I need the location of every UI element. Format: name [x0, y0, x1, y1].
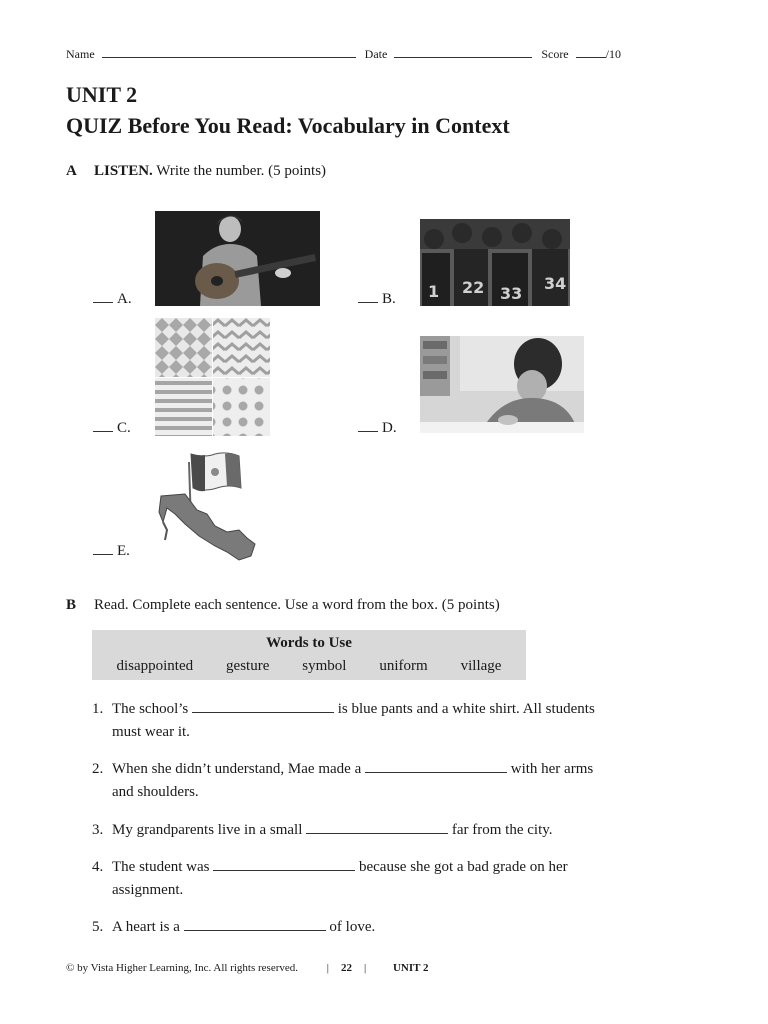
- option-c-label: C.: [117, 420, 131, 436]
- question-text-before: The student was: [112, 859, 210, 875]
- question-text-before: The school’s: [112, 701, 189, 717]
- section-a-instruction: Write the number. (5 points): [156, 163, 327, 179]
- question-number: 1.: [92, 701, 104, 717]
- section-a-letter: A: [66, 163, 77, 179]
- svg-text:1: 1: [428, 282, 440, 301]
- section-b-letter: B: [66, 597, 77, 613]
- section-a-heading: [66, 163, 326, 180]
- date-blank[interactable]: [394, 47, 532, 58]
- option-e-label: E.: [117, 543, 130, 559]
- option-e: [93, 543, 130, 560]
- date-label: Date: [364, 47, 388, 61]
- question-text-after: because she got a bad grade on her: [358, 859, 568, 875]
- answer-blank-c[interactable]: [93, 431, 113, 432]
- answer-blank-d[interactable]: [358, 431, 378, 432]
- answer-blank-1[interactable]: [192, 702, 334, 713]
- question-text-before: When she didn’t understand, Mae made a: [112, 761, 362, 777]
- guitar-image: [155, 211, 320, 306]
- footer-unit: UNIT 2: [392, 962, 429, 974]
- score-blank[interactable]: [576, 47, 606, 58]
- team-image: [420, 219, 570, 306]
- score-label: Score: [541, 47, 569, 61]
- footer-separator: |: [326, 962, 329, 974]
- answer-blank-4[interactable]: [213, 860, 355, 871]
- svg-text:33: 33: [500, 284, 523, 303]
- listen-label: LISTEN.: [94, 163, 153, 179]
- answer-blank-e[interactable]: [93, 554, 113, 555]
- question-text-after: of love.: [329, 919, 376, 935]
- footer-separator: |: [363, 962, 367, 974]
- mexico-map-image: [155, 452, 260, 564]
- svg-text:22: 22: [462, 278, 485, 297]
- word-list: [92, 658, 526, 675]
- word-item: symbol: [302, 658, 347, 674]
- word-item: disappointed: [116, 658, 194, 674]
- word-box: [92, 630, 526, 680]
- word-item: uniform: [379, 658, 428, 674]
- question-2: [92, 758, 632, 804]
- answer-blank-a[interactable]: [93, 302, 113, 303]
- answer-blank-3[interactable]: [306, 823, 448, 834]
- page-footer: [66, 962, 429, 974]
- student-info-line: [66, 47, 621, 62]
- question-number: 3.: [92, 822, 104, 838]
- question-number: 4.: [92, 859, 104, 875]
- score-total: /10: [605, 47, 621, 61]
- word-item: village: [460, 658, 502, 674]
- question-text-after: is blue pants and a white shirt. All students: [337, 701, 595, 717]
- section-b-instruction: Read. Complete each sentence. Use a word from the box. (5 points): [94, 597, 500, 613]
- page-number: 22: [340, 962, 352, 974]
- question-number: 2.: [92, 761, 104, 777]
- option-a: [93, 291, 132, 308]
- patterns-image: [155, 318, 270, 436]
- option-a-label: A.: [117, 291, 132, 307]
- question-text-before: A heart is a: [112, 919, 180, 935]
- question-text-line2: must wear it.: [112, 724, 190, 740]
- question-text-before: My grandparents live in a small: [112, 822, 303, 838]
- question-text-line2: assignment.: [112, 882, 184, 898]
- question-4: [92, 856, 632, 902]
- question-5: [92, 916, 632, 939]
- question-1: [92, 698, 632, 744]
- option-c: [93, 420, 131, 437]
- name-label: Name: [66, 47, 95, 61]
- answer-blank-b[interactable]: [358, 302, 378, 303]
- question-text-after: far from the city.: [451, 822, 553, 838]
- svg-text:34: 34: [544, 274, 567, 293]
- question-number: 5.: [92, 919, 104, 935]
- word-item: gesture: [226, 658, 270, 674]
- answer-blank-5[interactable]: [184, 920, 326, 931]
- question-text-line2: and shoulders.: [112, 784, 199, 800]
- section-b-heading: [66, 597, 500, 614]
- option-b-label: B.: [382, 291, 396, 307]
- answer-blank-2[interactable]: [365, 762, 507, 773]
- copyright: © by Vista Higher Learning, Inc. All rights reserved.: [66, 962, 299, 974]
- writing-image: [420, 336, 584, 433]
- name-blank[interactable]: [102, 47, 356, 58]
- question-3: [92, 819, 632, 842]
- option-d-label: D.: [382, 420, 397, 436]
- unit-title: UNIT 2: [66, 82, 138, 107]
- option-b: [358, 291, 396, 308]
- quiz-title: QUIZ Before You Read: Vocabulary in Context: [66, 113, 510, 138]
- question-text-after: with her arms: [510, 761, 594, 777]
- word-box-title: Words to Use: [266, 635, 352, 651]
- option-d: [358, 420, 397, 437]
